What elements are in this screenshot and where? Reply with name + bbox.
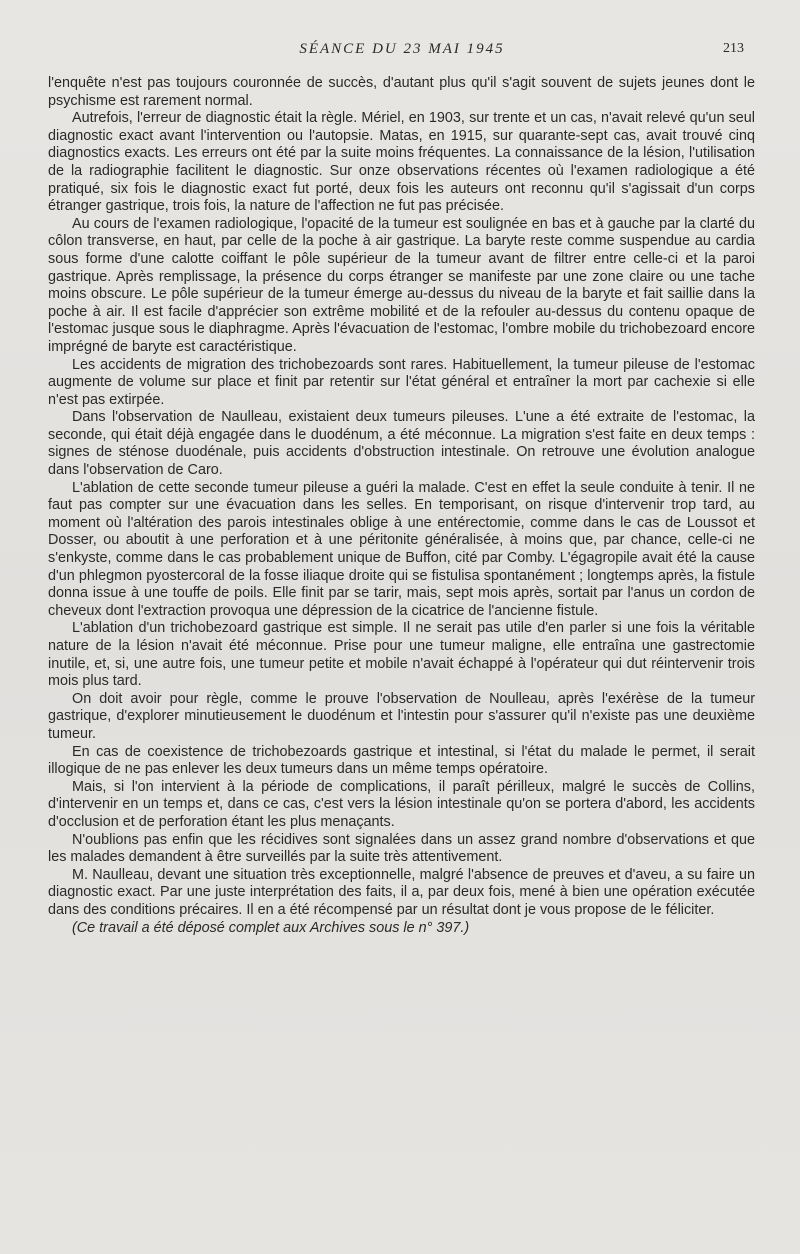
page-number: 213: [723, 41, 744, 56]
paragraph: l'enquête n'est pas toujours couronnée de succès, d'autant plus qu'il s'agit souvent de sujets jeunes dont le psychisme est rarement normal.: [48, 75, 755, 109]
paragraph: Autrefois, l'erreur de diagnostic était la règle. Mériel, en 1903, sur trente et un cas, n'avait relevé qu'un seul diagnostic exact avant l'intervention ou l'autopsie. Matas, en 1915, sur quarante-sept cas, avait trouvé cinq diagnostics exacts. Les erreurs ont été par la suite moins fréquentes. La connaissance de la lésion, l'utilisation de la radiographie facilitent le diagnostic. Sur onze observations récentes où l'examen radiologique a été pratiqué, six fois le diagnostic exact fut porté, deux fois les auteurs ont reconnu qu'il s'agissait d'un corps étranger gastrique, trois fois, la nature de l'affection ne fut pas précisée.: [48, 110, 755, 215]
paragraph: Les accidents de migration des trichobezoards sont rares. Habituellement, la tumeur pileuse de l'estomac augmente de volume sur place et finit par retentir sur l'état général et entraîner la mort par cachexie si elle n'est pas extirpée.: [48, 356, 755, 408]
paragraph: N'oublions pas enfin que les récidives sont signalées dans un assez grand nombre d'observations et que les malades demandent à être surveillés par la suite très attentivement.: [48, 831, 755, 866]
paragraph: Dans l'observation de Naulleau, existaient deux tumeurs pileuses. L'une a été extraite de l'estomac, la seconde, qui était déjà engagée dans le duodénum, a été méconnue. La migration s'est faite en deux temps : signes de sténose duodénale, puis accidents d'obstruction intestinale. On retrouve une évolution analogue dans l'observation de Caro.: [48, 409, 755, 479]
paragraph: Mais, si l'on intervient à la période de complications, il paraît périlleux, malgré le succès de Collins, d'intervenir en un temps et, dans ce cas, c'est vers la lésion intestinale qu'on se portera d'abord, les accidents d'occlusion et de perforation étant les plus menaçants.: [48, 778, 755, 830]
page-header: [60, 41, 744, 61]
paragraph: L'ablation d'un trichobezoard gastrique est simple. Il ne serait pas utile d'en parler si une fois la véritable nature de la lésion n'avait été méconnue. Prise pour une tumeur maligne, elle entraîna une gastrectomie inutile, et, si, une autre fois, une tumeur petite et mobile n'avait échappé à l'opérateur qui dut réintervenir trois mois plus tard.: [48, 620, 755, 690]
paragraph: En cas de coexistence de trichobezoards gastrique et intestinal, si l'état du malade le permet, il serait illogique de ne pas enlever les deux tumeurs dans un même temps opératoire.: [48, 743, 755, 778]
closing-note: (Ce travail a été déposé complet aux Archives sous le n° 397.): [72, 919, 470, 936]
paragraph: On doit avoir pour règle, comme le prouve l'observation de Noulleau, après l'exérèse de la tumeur gastrique, d'explorer minutieusement le duodénum et l'intestin pour s'assurer qu'il n'existe pas une deuxième tumeur.: [48, 690, 755, 742]
paragraph: M. Naulleau, devant une situation très exceptionnelle, malgré l'absence de preuves et d'aveu, a su faire un diagnostic exact. Par une juste interprétation des faits, il a, par deux fois, mené à bien une opération exécutée dans des conditions précaires. Il en a été récompensé par un résultat dont je vous propose de le féliciter.: [48, 866, 755, 918]
body-text: [48, 75, 755, 937]
running-head: SÉANCE DU 23 MAI 1945: [299, 41, 505, 57]
paragraph: Au cours de l'examen radiologique, l'opacité de la tumeur est soulignée en bas et à gauche par la clarté du côlon transverse, en haut, par celle de la poche à air gastrique. La baryte reste comme suspendue au cardia sous forme d'une calotte coiffant le pôle supérieur de la tumeur avant de filtrer entre celle-ci et la paroi gastrique. Après remplissage, la présence du corps étranger se manifeste par une zone claire ou une tache moins obscure. Le pôle supérieur de la tumeur émerge au-dessus du niveau de la baryte et fait saillie dans la poche à air. Il est facile d'apprécier son extrême mobilité et de la refouler au-dessus du contenu opaque de l'estomac jusque sous le diaphragme. Après l'évacuation de l'estomac, l'ombre mobile du trichobezoard encore imprégné de baryte est caractéristique.: [48, 215, 755, 355]
paragraph: L'ablation de cette seconde tumeur pileuse a guéri la malade. C'est en effet la seule conduite à tenir. Il ne faut pas compter sur une évacuation dans les selles. En temporisant, on risque d'intervenir trop tard, au moment où l'altération des parois intestinales oblige à une entérectomie, comme dans le cas de Loussot et Dosser, ou aboutit à une perforation et à une péritonite généralisée, à moins que, par chance, celle-ci ne s'enkyste, comme dans le cas probablement unique de Buffon, cité par Comby. L'égagropile avait été la cause d'un phlegmon pyostercoral de la fosse iliaque droite qui se fistulisa spontanément ; longtemps après, la fistule donna issue à une touffe de poils. Elle finit par se tarir, mais, sept mois après, sortait par l'anus un cordon de cheveux dont l'extraction provoqua une dépression de la cicatrice de l'ancienne fistule.: [48, 479, 755, 619]
